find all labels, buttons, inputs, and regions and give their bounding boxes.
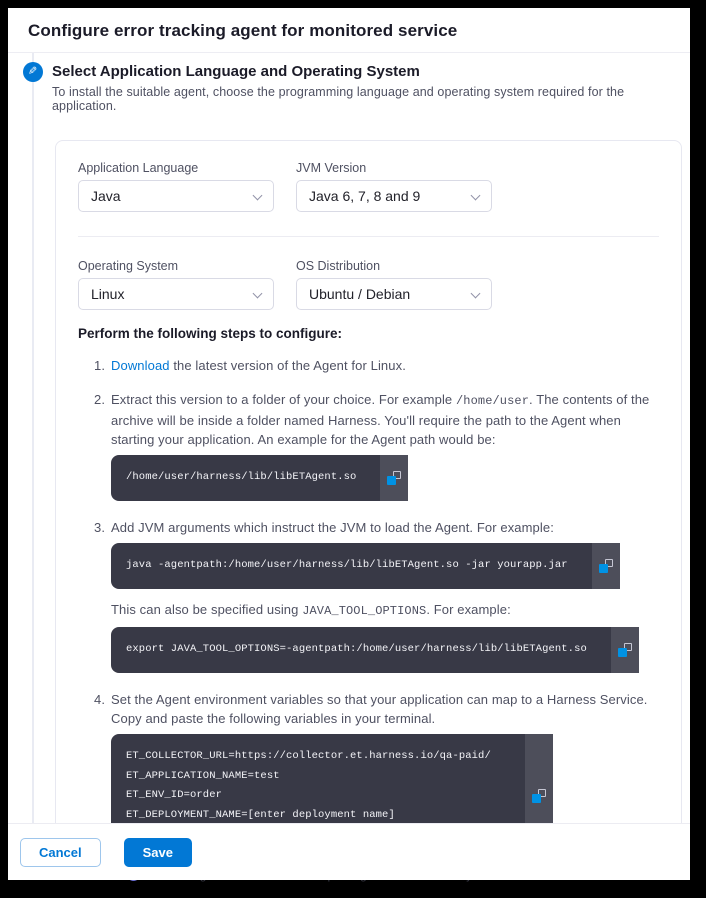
step-header [8, 53, 690, 113]
code-line: /home/user/harness/lib/libETAgent.so [126, 471, 357, 484]
agent-path-code [111, 455, 380, 501]
copy-button[interactable] [611, 627, 639, 673]
java-tool-options-code-block [111, 627, 639, 673]
jvm-version-field [296, 161, 514, 212]
step-1-text-rest: the latest version of the Agent for Linux. [169, 358, 406, 373]
save-button[interactable]: Save [124, 838, 192, 867]
code-line: ET_ENV_ID=order [126, 789, 223, 801]
edit-pencil-icon [28, 66, 37, 77]
configure-agent-dialog [8, 8, 690, 880]
steps-heading: Perform the following steps to configure: [78, 326, 343, 341]
step-1-text [111, 356, 659, 375]
chevron-down-icon [472, 290, 479, 297]
configuration-card [55, 140, 682, 865]
dialog-title: Configure error tracking agent for monitored service [8, 8, 690, 53]
chevron-down-icon [472, 192, 479, 199]
code-line: ET_DEPLOYMENT_NAME=[enter deployment name] [126, 808, 395, 821]
jvm-arguments-code-block [111, 543, 620, 589]
step-3-alt-before: This can also be specified using [111, 602, 303, 617]
operating-system-value: Linux [91, 286, 125, 302]
os-form-row [78, 259, 659, 310]
copy-icon [599, 559, 613, 573]
dialog-body [8, 53, 690, 830]
chevron-down-icon [254, 192, 261, 199]
code-line: ET_APPLICATION_NAME=test [126, 769, 280, 782]
download-link[interactable]: Download [111, 358, 170, 373]
instruction-step-3 [94, 518, 659, 675]
application-language-select[interactable] [78, 180, 274, 212]
form-divider [78, 236, 659, 237]
os-distribution-field [296, 259, 514, 310]
step-number: 4. [94, 692, 106, 707]
code-line: java -agentpath:/home/user/harness/lib/libETAgent.so -jar yourapp.jar [126, 559, 568, 572]
application-language-value: Java [91, 188, 121, 204]
chevron-down-icon [254, 290, 261, 297]
java-tool-options-inline-code: JAVA_TOOL_OPTIONS [302, 604, 427, 618]
application-language-field [78, 161, 296, 212]
step-number: 2. [94, 392, 106, 407]
step-3-alt-text [111, 600, 659, 621]
instruction-list [94, 356, 659, 860]
copy-button[interactable] [380, 455, 408, 501]
step-number: 3. [94, 520, 106, 535]
java-tool-options-code [111, 627, 611, 673]
copy-icon [387, 471, 401, 485]
cancel-button[interactable]: Cancel [20, 838, 101, 867]
jvm-arguments-code [111, 543, 592, 589]
copy-icon [618, 643, 632, 657]
application-language-label: Application Language [78, 161, 199, 175]
instruction-step-1 [94, 356, 659, 375]
step-number: 1. [94, 358, 106, 373]
step-heading: Select Application Language and Operating System [52, 63, 420, 80]
stepper-connector-line [32, 53, 34, 830]
copy-button[interactable] [592, 543, 620, 589]
jvm-version-value: Java 6, 7, 8 and 9 [309, 188, 421, 204]
jvm-version-select[interactable] [296, 180, 492, 212]
os-distribution-label: OS Distribution [296, 259, 381, 273]
step-description: To install the suitable agent, choose the programming language and operating system required for the application. [52, 85, 625, 113]
agent-path-code-block [111, 455, 408, 501]
operating-system-select[interactable] [78, 278, 274, 310]
dialog-footer [8, 823, 690, 880]
instruction-step-2 [94, 390, 659, 503]
language-form-row [78, 161, 659, 212]
copy-icon [532, 789, 546, 803]
home-user-inline-code: /home/user [455, 394, 529, 408]
jvm-version-label: JVM Version [296, 161, 367, 175]
step-3-alt-after: . For example: [426, 602, 511, 617]
step-2-text-after: . The contents of the archive will be inside a folder named Harness. You'll require the path to the Agent when starting your application. An example for the Agent path would be: [111, 392, 650, 447]
os-distribution-select[interactable] [296, 278, 492, 310]
step-3-text: Add JVM arguments which instruct the JVM to load the Agent. For example: [111, 520, 554, 535]
operating-system-field [78, 259, 296, 310]
operating-system-label: Operating System [78, 259, 179, 273]
step-badge [23, 62, 43, 82]
code-line: export JAVA_TOOL_OPTIONS=-agentpath:/home/user/harness/lib/libETAgent.so [126, 643, 587, 656]
step-4-text: Set the Agent environment variables so that your application can map to a Harness Service. Copy and paste the following variables in your terminal. [111, 692, 648, 726]
code-line: ET_COLLECTOR_URL=https://collector.et.harness.io/qa-paid/ [126, 750, 491, 762]
step-2-text-before: Extract this version to a folder of your choice. For example [111, 392, 456, 407]
step-2-text [111, 390, 659, 449]
os-distribution-value: Ubuntu / Debian [309, 286, 411, 302]
